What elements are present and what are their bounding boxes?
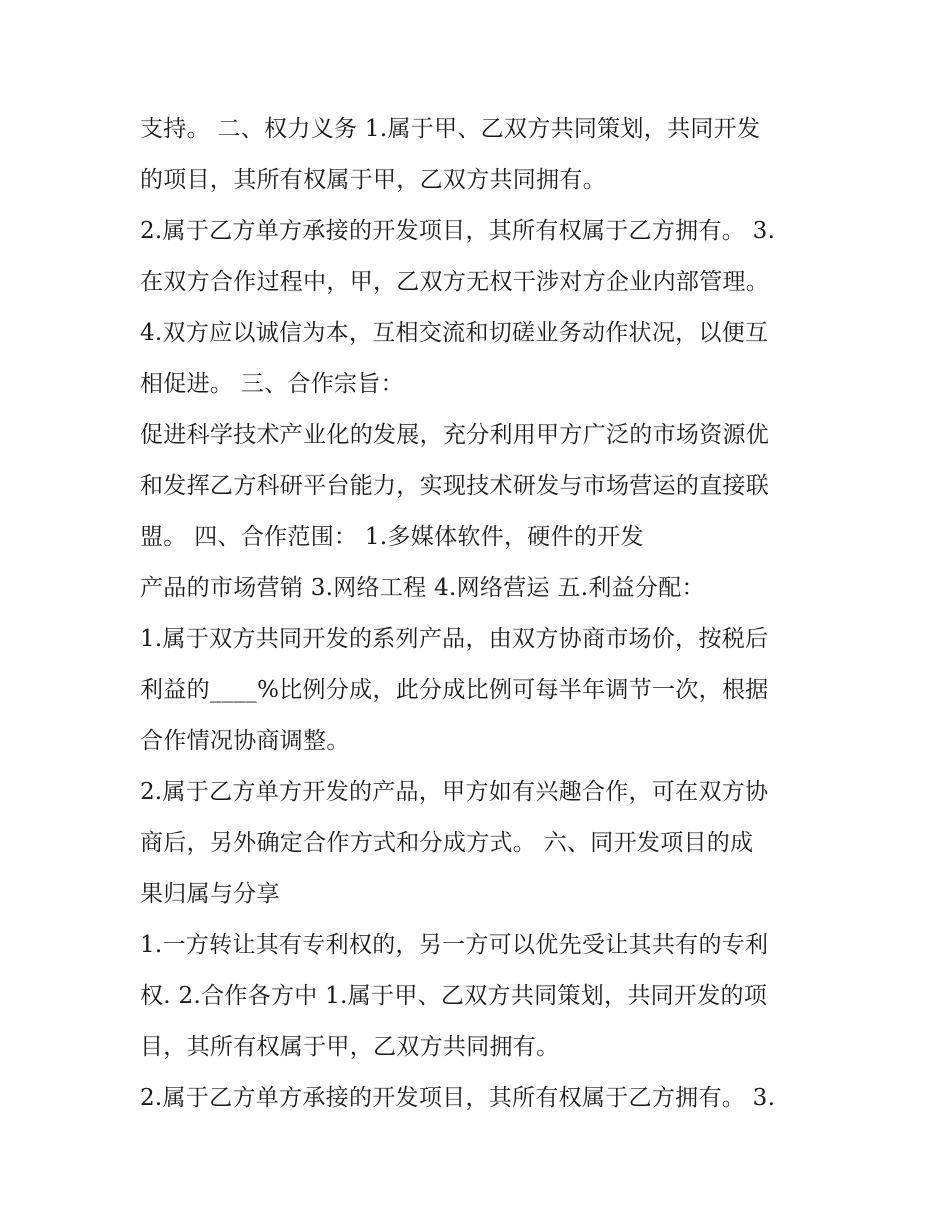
- document-body: [140, 104, 830, 1124]
- text-line: 促进科学技术产业化的发展，充分利用甲方广泛的市场资源优: [140, 422, 770, 448]
- text-line: 的项目，其所有权属于甲，乙双方共同拥有。: [140, 167, 606, 193]
- text-line: 2.属于乙方单方开发的产品，甲方如有兴趣合作，可在双方协: [140, 779, 769, 805]
- text-line: 盟。 四、合作范围： 1.多媒体软件，硬件的开发: [140, 524, 644, 550]
- text-line: 1.属于双方共同开发的系列产品，由双方协商市场价，按税后: [140, 626, 769, 652]
- text-line: 在双方合作过程中，甲，乙双方无权干涉对方企业内部管理。: [140, 269, 770, 295]
- text-line: 2.属于乙方单方承接的开发项目，其所有权属于乙方拥有。 3.: [140, 1085, 776, 1111]
- text-line: 权. 2.合作各方中 1.属于甲、乙双方共同策划，共同开发的项: [140, 983, 768, 1009]
- text-line: 目，其所有权属于甲，乙双方共同拥有。: [140, 1034, 560, 1060]
- text-line: 产品的市场营销 3.网络工程 4.网络营运 五.利益分配：: [140, 575, 705, 601]
- text-line: 果归属与分享: [140, 881, 280, 907]
- text-line: 1.一方转让其有专利权的，另一方可以优先受让其共有的专利: [140, 932, 769, 958]
- text-line: 相促进。 三、合作宗旨：: [140, 371, 404, 397]
- text-line: 合作情况协商调整。: [140, 728, 350, 754]
- text-line: 支持。 二、权力义务 1.属于甲、乙双方共同策划，共同开发: [140, 116, 761, 142]
- text-line: 利益的____%比例分成，此分成比例可每半年调节一次，根据: [140, 677, 769, 703]
- text-line: 2.属于乙方单方承接的开发项目，其所有权属于乙方拥有。 3.: [140, 218, 776, 244]
- text-line: 4.双方应以诚信为本，互相交流和切磋业务动作状况，以便互: [140, 320, 769, 346]
- text-line: 商后，另外确定合作方式和分成方式。 六、同开发项目的成: [140, 830, 754, 856]
- text-line: 和发挥乙方科研平台能力，实现技术研发与市场营运的直接联: [140, 473, 770, 499]
